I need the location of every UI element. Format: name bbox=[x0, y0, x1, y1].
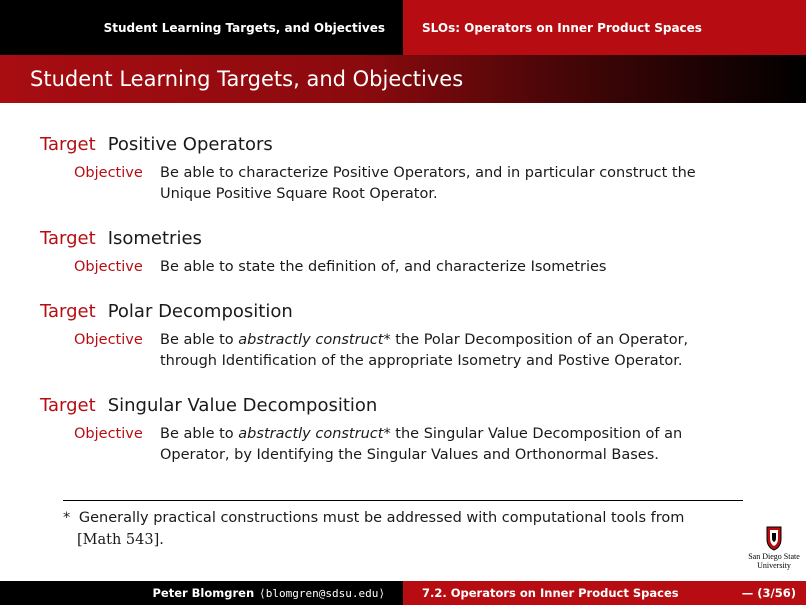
logo-text-line1: San Diego State bbox=[748, 552, 800, 561]
target-label: Target bbox=[40, 395, 96, 416]
objective-text bbox=[160, 330, 742, 372]
objective-emphasis: abstractly construct bbox=[238, 332, 384, 348]
sdsu-logo bbox=[746, 525, 802, 570]
nav-section-current[interactable] bbox=[0, 0, 403, 55]
logo-text-line2: University bbox=[757, 561, 791, 570]
footer-bar bbox=[0, 581, 806, 605]
objective-label: Objective bbox=[74, 426, 143, 442]
sdsu-shield-icon bbox=[746, 525, 802, 551]
target-block-svd bbox=[40, 395, 760, 466]
nav-subsection-label: SLOs: Operators on Inner Product Spaces bbox=[422, 20, 702, 35]
target-heading bbox=[40, 134, 760, 155]
footer-section-title[interactable]: 7.2. Operators on Inner Product Spaces bbox=[422, 586, 679, 600]
target-block-polar-decomposition bbox=[40, 301, 760, 372]
objective-emphasis: abstractly construct bbox=[238, 426, 384, 442]
footer-email[interactable]: ⟨blomgren@sdsu.edu⟩ bbox=[259, 586, 385, 600]
objective-label: Objective bbox=[74, 165, 143, 181]
target-block-isometries bbox=[40, 228, 760, 278]
footnote bbox=[63, 507, 743, 551]
objective-label: Objective bbox=[74, 259, 143, 275]
footnote-mark: * bbox=[63, 510, 71, 526]
footnote-citation[interactable]: [Math 543]. bbox=[77, 532, 164, 548]
objective-row bbox=[74, 257, 760, 278]
objective-text bbox=[160, 424, 742, 466]
objective-text-part: Be able to characterize Positive Operators, and in particular construct the Unique Positive Square Root Operator. bbox=[160, 165, 696, 202]
objective-text-part: * the Singular Value Decomposition of an Operator, by Identifying the Singular Values and Orthonormal Bases. bbox=[160, 426, 683, 463]
objective-text-part: Be able to bbox=[160, 332, 239, 348]
frame-title-bar bbox=[0, 55, 806, 103]
target-heading bbox=[40, 301, 760, 322]
target-title: Singular Value Decomposition bbox=[107, 395, 378, 416]
footnote-rule bbox=[63, 500, 743, 501]
target-label: Target bbox=[40, 301, 96, 322]
target-title: Polar Decomposition bbox=[107, 301, 293, 322]
objective-row bbox=[74, 163, 760, 205]
objective-label: Objective bbox=[74, 332, 143, 348]
footer-author-section bbox=[0, 581, 403, 605]
nav-section-current-label: Student Learning Targets, and Objectives bbox=[103, 20, 385, 35]
footnote-text: Generally practical constructions must be addressed with computational tools from bbox=[78, 510, 685, 526]
nav-section-subsection[interactable] bbox=[403, 0, 806, 55]
objective-row bbox=[74, 330, 760, 372]
frame-title: Student Learning Targets, and Objectives bbox=[30, 67, 464, 91]
target-block-positive-operators bbox=[40, 134, 760, 205]
objective-text-part: * the Polar Decomposition of an Operator, through Identification of the appropriate Isometry and Postive Operator. bbox=[160, 332, 689, 369]
target-label: Target bbox=[40, 228, 96, 249]
target-heading bbox=[40, 395, 760, 416]
footer-section-area bbox=[403, 581, 806, 605]
target-label: Target bbox=[40, 134, 96, 155]
target-heading bbox=[40, 228, 760, 249]
objective-row bbox=[74, 424, 760, 466]
footer-page-number: — (3/56) bbox=[741, 586, 796, 600]
footer-author: Peter Blomgren bbox=[152, 586, 255, 600]
top-navigation-bar bbox=[0, 0, 806, 55]
objective-text bbox=[160, 163, 742, 205]
target-title: Positive Operators bbox=[107, 134, 273, 155]
objective-text bbox=[160, 257, 742, 278]
objective-text-part: Be able to state the definition of, and characterize Isometries bbox=[160, 259, 607, 275]
objective-text-part: Be able to bbox=[160, 426, 239, 442]
target-title: Isometries bbox=[107, 228, 202, 249]
